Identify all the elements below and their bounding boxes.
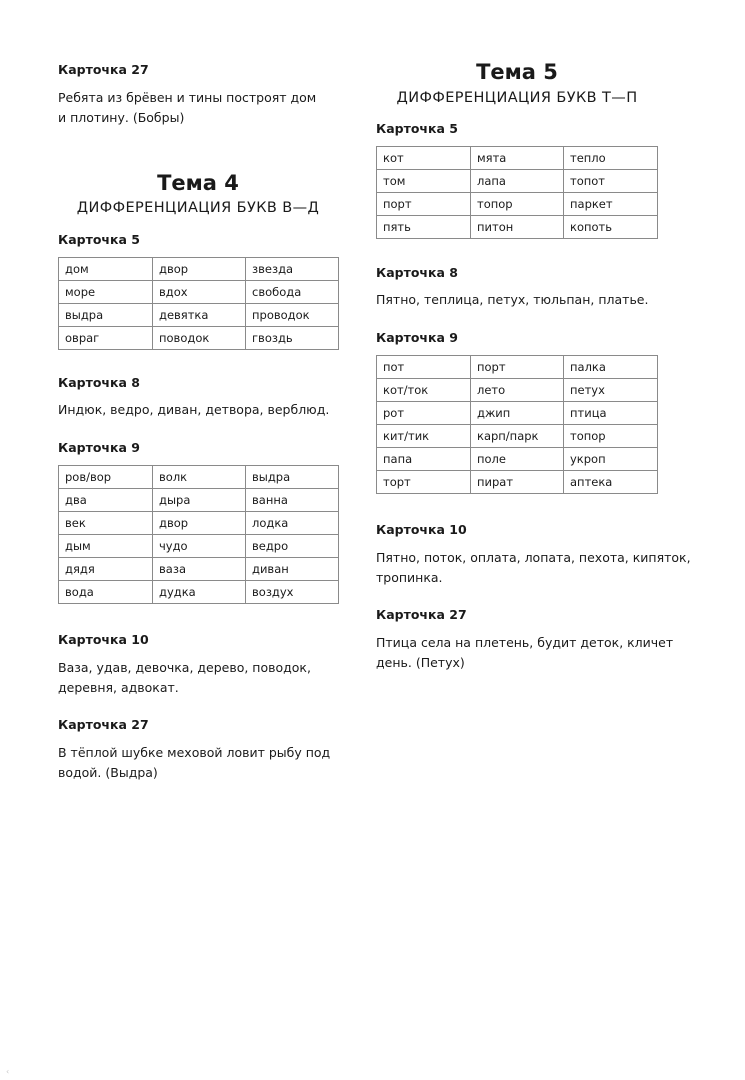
table-cell: чудо [153, 535, 246, 558]
text-line: Пятно, теплица, петух, тюльпан, платье. [376, 292, 649, 307]
riddle-line: и плотину. (Бобры) [58, 109, 185, 125]
table-row [377, 216, 658, 239]
table-cell: тепло [564, 147, 658, 170]
table-cell: дядя [59, 558, 153, 581]
table-row [59, 489, 339, 512]
table-row [377, 425, 658, 448]
card-8-label: Карточка 8 [58, 375, 140, 390]
table-cell: два [59, 489, 153, 512]
table-cell: кот/ток [377, 379, 471, 402]
table-cell: волк [153, 466, 246, 489]
table-cell: ваза [153, 558, 246, 581]
table-cell: проводок [246, 304, 339, 327]
table-cell: двор [153, 258, 246, 281]
table-cell: торт [377, 471, 471, 494]
page-corner-mark: ‹ [6, 1067, 10, 1076]
table-cell: топор [471, 193, 564, 216]
table-cell: том [377, 170, 471, 193]
riddle-line: водой. (Выдра) [58, 764, 158, 780]
table-cell: поводок [153, 327, 246, 350]
table-row [59, 281, 339, 304]
table-cell: топор [564, 425, 658, 448]
card-8-text [376, 290, 648, 310]
text-line: деревня, адвокат. [58, 679, 179, 695]
table-cell: лодка [246, 512, 339, 535]
table-cell: топот [564, 170, 658, 193]
riddle-line: Птица села на плетень, будит деток, кличет [376, 635, 674, 650]
card-10-text [376, 548, 691, 587]
table-cell: укроп [564, 448, 658, 471]
table-cell: звезда [246, 258, 339, 281]
table-cell: аптека [564, 471, 658, 494]
table-cell: джип [471, 402, 564, 425]
table-row [377, 170, 658, 193]
table-cell: лето [471, 379, 564, 402]
table-cell: вдох [153, 281, 246, 304]
topic-5-title: Тема 5 [476, 60, 558, 84]
text-line: Ваза, удав, девочка, дерево, поводок, [58, 660, 311, 675]
table-cell: диван [246, 558, 339, 581]
table-row [59, 327, 339, 350]
table-cell: выдра [246, 466, 339, 489]
table-cell: дыра [153, 489, 246, 512]
table-row [377, 193, 658, 216]
table-cell: свобода [246, 281, 339, 304]
card-27-riddle [58, 743, 330, 782]
table-cell: пот [377, 356, 471, 379]
riddle-line: день. (Петух) [376, 654, 465, 670]
card-10-label: Карточка 10 [376, 522, 467, 537]
card-9-word-table [376, 355, 658, 494]
table-cell: девятка [153, 304, 246, 327]
table-row [59, 535, 339, 558]
table-cell: карп/парк [471, 425, 564, 448]
table-cell: папа [377, 448, 471, 471]
card-5-label: Карточка 5 [376, 121, 458, 136]
table-cell: питон [471, 216, 564, 239]
table-cell: пять [377, 216, 471, 239]
table-cell: паркет [564, 193, 658, 216]
table-cell: мята [471, 147, 564, 170]
topic-5-subtitle: ДИФФЕРЕНЦИАЦИЯ БУКВ Т—П [396, 90, 638, 106]
table-cell: дым [59, 535, 153, 558]
table-row [377, 448, 658, 471]
table-cell: ведро [246, 535, 339, 558]
card-27-top-riddle [58, 88, 316, 127]
table-cell: порт [377, 193, 471, 216]
table-row [59, 304, 339, 327]
card-27-top-label: Карточка 27 [58, 62, 149, 77]
topic-4-subtitle: ДИФФЕРЕНЦИАЦИЯ БУКВ В—Д [76, 200, 320, 216]
card-27-riddle [376, 633, 673, 672]
table-row [377, 402, 658, 425]
table-cell: выдра [59, 304, 153, 327]
table-cell: кот [377, 147, 471, 170]
table-cell: рот [377, 402, 471, 425]
table-row [59, 512, 339, 535]
table-row [377, 379, 658, 402]
table-row [59, 581, 339, 604]
card-5-word-table [376, 146, 658, 239]
table-cell: овраг [59, 327, 153, 350]
table-cell: вода [59, 581, 153, 604]
text-line: Индюк, ведро, диван, детвора, верблюд. [58, 402, 330, 417]
card-9-word-table [58, 465, 339, 604]
table-cell: море [59, 281, 153, 304]
card-8-label: Карточка 8 [376, 265, 458, 280]
card-5-word-table [58, 257, 339, 350]
table-cell: двор [153, 512, 246, 535]
topic-4-title: Тема 4 [157, 171, 239, 195]
card-10-text [58, 658, 311, 697]
table-cell: ров/вор [59, 466, 153, 489]
table-cell: пират [471, 471, 564, 494]
table-cell: ванна [246, 489, 339, 512]
table-cell: копоть [564, 216, 658, 239]
card-8-text [58, 400, 329, 420]
card-10-label: Карточка 10 [58, 632, 149, 647]
riddle-line: В тёплой шубке меховой ловит рыбу под [58, 745, 331, 760]
table-row [377, 147, 658, 170]
table-row [59, 558, 339, 581]
table-cell: поле [471, 448, 564, 471]
table-cell: порт [471, 356, 564, 379]
table-cell: кит/тик [377, 425, 471, 448]
card-9-label: Карточка 9 [376, 330, 458, 345]
text-line: тропинка. [376, 569, 443, 585]
table-cell: гвоздь [246, 327, 339, 350]
riddle-line: Ребята из брёвен и тины построят дом [58, 90, 317, 105]
card-9-label: Карточка 9 [58, 440, 140, 455]
table-cell: петух [564, 379, 658, 402]
table-cell: воздух [246, 581, 339, 604]
table-cell: дудка [153, 581, 246, 604]
table-cell: птица [564, 402, 658, 425]
table-cell: лапа [471, 170, 564, 193]
card-5-label: Карточка 5 [58, 232, 140, 247]
table-cell: век [59, 512, 153, 535]
table-row [377, 471, 658, 494]
table-row [59, 466, 339, 489]
table-cell: палка [564, 356, 658, 379]
table-row [59, 258, 339, 281]
card-27-label: Карточка 27 [376, 607, 467, 622]
text-line: Пятно, поток, оплата, лопата, пехота, кипяток, [376, 550, 691, 565]
table-cell: дом [59, 258, 153, 281]
card-27-label: Карточка 27 [58, 717, 149, 732]
table-row [377, 356, 658, 379]
